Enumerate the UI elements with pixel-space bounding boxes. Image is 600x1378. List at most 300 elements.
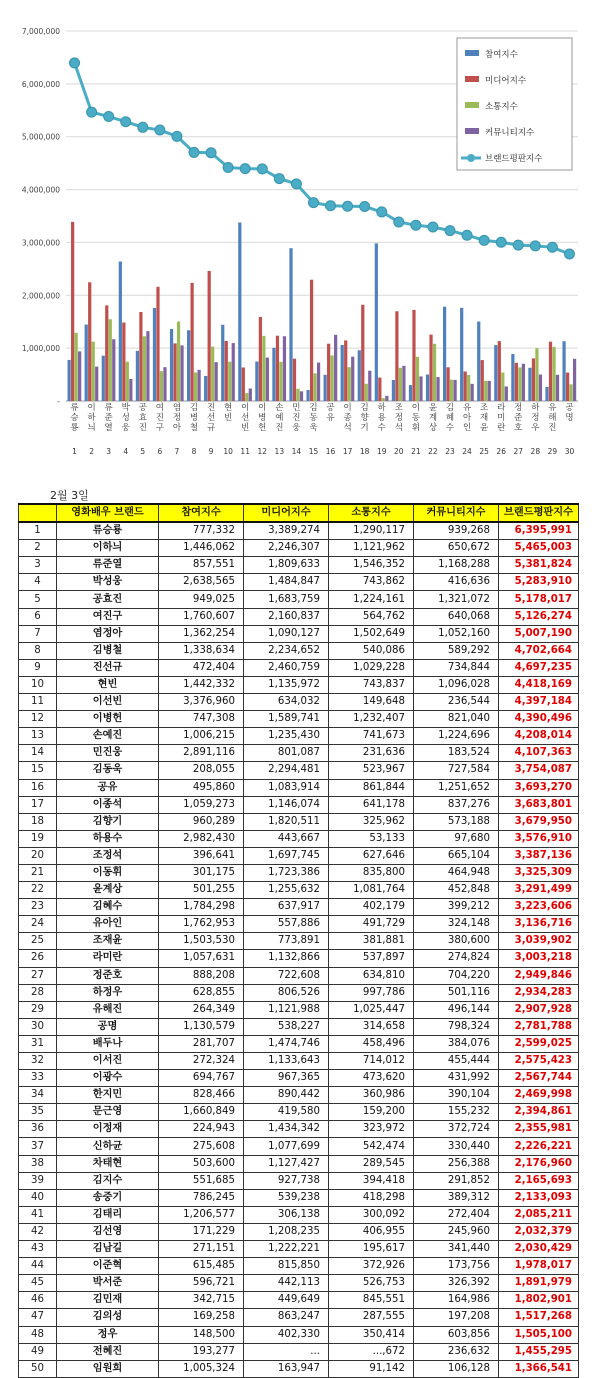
table-row xyxy=(19,1138,579,1155)
table-row xyxy=(19,899,579,916)
rank-cell: 3 xyxy=(19,557,57,574)
communication-cell: 289,545 xyxy=(329,1155,414,1172)
rank-cell: 17 xyxy=(19,796,57,813)
x-category-number: 16 xyxy=(325,447,336,456)
participation-cell: 275,608 xyxy=(159,1138,244,1155)
participation-cell: 551,685 xyxy=(159,1172,244,1189)
participation-cell: 949,025 xyxy=(159,591,244,608)
bar xyxy=(324,375,327,401)
brand-reputation-cell: 3,291,499 xyxy=(499,882,579,899)
rank-cell: 37 xyxy=(19,1138,57,1155)
rank-cell: 39 xyxy=(19,1172,57,1189)
table-row xyxy=(19,762,579,779)
rank-cell: 34 xyxy=(19,1087,57,1104)
bar xyxy=(344,340,347,401)
brand-reputation-cell: 4,107,363 xyxy=(499,745,579,762)
brand-reputation-cell: 3,325,309 xyxy=(499,864,579,881)
bar xyxy=(549,342,552,401)
x-category-number: 30 xyxy=(564,447,575,456)
media-cell: 890,442 xyxy=(244,1087,329,1104)
bar xyxy=(228,362,231,401)
participation-cell: 396,641 xyxy=(159,847,244,864)
community-cell: 727,584 xyxy=(414,762,499,779)
x-category-number: 11 xyxy=(240,447,250,456)
brand-name-cell: 김민재 xyxy=(57,1292,159,1309)
x-category-label: 공 효 진 xyxy=(138,403,147,433)
bar xyxy=(443,307,446,401)
rank-cell: 50 xyxy=(19,1360,57,1377)
community-cell: 399,212 xyxy=(414,899,499,916)
participation-cell: 3,376,960 xyxy=(159,694,244,711)
communication-cell: 491,729 xyxy=(329,916,414,933)
bar xyxy=(68,360,71,401)
bar xyxy=(293,359,296,401)
rank-cell: 9 xyxy=(19,659,57,676)
data-point xyxy=(291,179,301,189)
bar xyxy=(215,362,218,401)
data-point xyxy=(223,162,233,172)
community-cell: 1,168,288 xyxy=(414,557,499,574)
participation-cell: 224,943 xyxy=(159,1121,244,1138)
x-category-label: 김 동 욱 xyxy=(309,403,318,433)
bar xyxy=(102,356,105,401)
community-cell: 821,040 xyxy=(414,711,499,728)
bar xyxy=(238,223,241,401)
table-row xyxy=(19,1001,579,1018)
header-brand-reputation: 브랜드평판지수 xyxy=(499,504,579,522)
participation-cell: 828,466 xyxy=(159,1087,244,1104)
bar xyxy=(532,358,535,401)
bar xyxy=(146,331,149,401)
rank-cell: 11 xyxy=(19,694,57,711)
brand-reputation-cell: 2,176,960 xyxy=(499,1155,579,1172)
legend-swatch xyxy=(465,50,479,56)
community-cell: 106,128 xyxy=(414,1360,499,1377)
data-point xyxy=(445,226,455,236)
rank-cell: 33 xyxy=(19,1070,57,1087)
data-point xyxy=(479,235,489,245)
brand-reputation-cell: 2,934,283 xyxy=(499,984,579,1001)
x-category-number: 17 xyxy=(342,447,353,456)
bar xyxy=(494,345,497,401)
table-row xyxy=(19,745,579,762)
bar xyxy=(163,367,166,401)
brand-name-cell: 문근영 xyxy=(57,1104,159,1121)
bar xyxy=(78,351,81,401)
x-category-label: 하 정 우 xyxy=(531,403,540,433)
communication-cell: 350,414 xyxy=(329,1326,414,1343)
x-category-label: 공 명 xyxy=(565,403,574,423)
bar xyxy=(317,363,320,401)
bar xyxy=(153,308,156,401)
brand-name-cell: 한지민 xyxy=(57,1087,159,1104)
data-point xyxy=(70,58,80,68)
communication-cell: 835,800 xyxy=(329,864,414,881)
y-tick-label: - xyxy=(57,397,60,406)
community-cell: 341,440 xyxy=(414,1241,499,1258)
brand-name-cell: 손예진 xyxy=(57,728,159,745)
bar xyxy=(191,283,194,401)
x-category-label: 손 예 진 xyxy=(275,403,284,433)
brand-reputation-cell: 1,455,295 xyxy=(499,1343,579,1360)
table-row xyxy=(19,864,579,881)
community-cell: 431,992 xyxy=(414,1070,499,1087)
rank-cell: 2 xyxy=(19,540,57,557)
media-cell: 815,850 xyxy=(244,1258,329,1275)
bar xyxy=(399,368,402,401)
table-row xyxy=(19,694,579,711)
table-row xyxy=(19,522,579,540)
communication-cell: 159,200 xyxy=(329,1104,414,1121)
date-label: 2월 3일 xyxy=(50,489,89,502)
legend-swatch xyxy=(465,128,479,134)
brand-ranking-table xyxy=(18,503,579,1378)
bar xyxy=(365,384,368,401)
bar xyxy=(95,367,98,401)
participation-cell: 501,255 xyxy=(159,882,244,899)
bar xyxy=(515,363,518,401)
brand-name-cell: 전혜진 xyxy=(57,1343,159,1360)
media-cell: 1,146,074 xyxy=(244,796,329,813)
participation-cell: 2,638,565 xyxy=(159,574,244,591)
brand-reputation-cell: 1,978,017 xyxy=(499,1258,579,1275)
bar xyxy=(156,287,159,401)
table-row xyxy=(19,1035,579,1052)
communication-cell: ...,672 xyxy=(329,1343,414,1360)
brand-ranking-table-container xyxy=(18,503,578,1378)
bar xyxy=(92,342,95,401)
bar xyxy=(197,370,200,401)
media-cell: 1,484,847 xyxy=(244,574,329,591)
communication-cell: 287,555 xyxy=(329,1309,414,1326)
brand-reputation-cell: 3,576,910 xyxy=(499,830,579,847)
communication-cell: 195,617 xyxy=(329,1241,414,1258)
data-point xyxy=(274,174,284,184)
x-category-label: 박 성 웅 xyxy=(121,403,130,433)
media-cell: 3,389,274 xyxy=(244,522,329,540)
media-cell: 1,474,746 xyxy=(244,1035,329,1052)
bar xyxy=(204,376,207,401)
x-category-number: 18 xyxy=(359,447,370,456)
table-row xyxy=(19,711,579,728)
brand-name-cell: 박성웅 xyxy=(57,574,159,591)
bar xyxy=(368,371,371,401)
x-category-label: 민 진 웅 xyxy=(292,403,301,433)
bar xyxy=(471,384,474,401)
bar xyxy=(279,362,282,401)
bar xyxy=(109,319,112,401)
communication-cell: 641,178 xyxy=(329,796,414,813)
table-row xyxy=(19,1309,579,1326)
participation-cell: 1,760,607 xyxy=(159,608,244,625)
communication-cell: 1,290,117 xyxy=(329,522,414,540)
brand-reputation-cell: 2,030,429 xyxy=(499,1241,579,1258)
bar xyxy=(310,280,313,401)
rank-cell: 7 xyxy=(19,625,57,642)
media-cell: 1,235,430 xyxy=(244,728,329,745)
x-category-number: 8 xyxy=(191,447,197,456)
x-category-number: 24 xyxy=(462,447,472,456)
communication-cell: 1,081,764 xyxy=(329,882,414,899)
bar xyxy=(484,381,487,401)
bar xyxy=(535,348,538,401)
participation-cell: 596,721 xyxy=(159,1275,244,1292)
community-cell: 1,251,652 xyxy=(414,779,499,796)
community-cell: 1,052,160 xyxy=(414,625,499,642)
rank-cell: 22 xyxy=(19,882,57,899)
data-point xyxy=(308,198,318,208)
bar xyxy=(122,323,125,401)
bar xyxy=(296,389,299,401)
bar xyxy=(88,282,91,401)
community-cell: 372,724 xyxy=(414,1121,499,1138)
community-cell: 603,856 xyxy=(414,1326,499,1343)
x-category-label: 진 선 규 xyxy=(206,403,216,433)
community-cell: 256,388 xyxy=(414,1155,499,1172)
bar xyxy=(460,308,463,401)
community-cell: 291,852 xyxy=(414,1172,499,1189)
x-category-label: 유 해 진 xyxy=(548,403,557,433)
brand-name-cell: 신하균 xyxy=(57,1138,159,1155)
data-point xyxy=(172,131,182,141)
brand-name-cell: 민진웅 xyxy=(57,745,159,762)
table-row xyxy=(19,1155,579,1172)
participation-cell: 888,208 xyxy=(159,967,244,984)
bar xyxy=(395,311,398,401)
brand-reputation-cell: 4,702,664 xyxy=(499,642,579,659)
rank-cell: 13 xyxy=(19,728,57,745)
table-row xyxy=(19,540,579,557)
x-category-label: 이 동 휘 xyxy=(411,403,420,433)
brand-reputation-cell: 2,599,025 xyxy=(499,1035,579,1052)
bar xyxy=(412,310,415,401)
participation-cell: 1,442,332 xyxy=(159,676,244,693)
data-point xyxy=(343,201,353,211)
table-header-row xyxy=(19,504,579,522)
bar xyxy=(392,380,395,401)
brand-reputation-cell: 4,397,184 xyxy=(499,694,579,711)
brand-name-cell: 조정석 xyxy=(57,847,159,864)
data-point xyxy=(155,125,165,135)
brand-reputation-cell: 2,781,788 xyxy=(499,1018,579,1035)
community-cell: 384,076 xyxy=(414,1035,499,1052)
participation-cell: 495,860 xyxy=(159,779,244,796)
participation-cell: 272,324 xyxy=(159,1053,244,1070)
community-cell: 798,324 xyxy=(414,1018,499,1035)
brand-reputation-cell: 1,802,901 xyxy=(499,1292,579,1309)
rank-cell: 30 xyxy=(19,1018,57,1035)
data-point xyxy=(411,220,421,230)
rank-cell: 12 xyxy=(19,711,57,728)
bar xyxy=(402,366,405,401)
community-cell: 155,232 xyxy=(414,1104,499,1121)
bar xyxy=(71,222,74,401)
table-row xyxy=(19,950,579,967)
bar xyxy=(419,376,422,401)
brand-reputation-cell: 1,517,268 xyxy=(499,1309,579,1326)
bar xyxy=(208,271,211,401)
table-row xyxy=(19,1206,579,1223)
header-participation: 참여지수 xyxy=(159,504,244,522)
brand-name-cell: 하용수 xyxy=(57,830,159,847)
rank-cell: 14 xyxy=(19,745,57,762)
brand-reputation-cell: 4,208,014 xyxy=(499,728,579,745)
x-category-number: 21 xyxy=(411,447,421,456)
bar xyxy=(573,359,576,401)
x-category-number: 1 xyxy=(72,447,77,456)
rank-cell: 10 xyxy=(19,676,57,693)
brand-reputation-cell: 3,754,087 xyxy=(499,762,579,779)
community-cell: 573,188 xyxy=(414,813,499,830)
brand-reputation-chart xyxy=(0,0,600,470)
media-cell: 1,133,643 xyxy=(244,1053,329,1070)
x-category-number: 23 xyxy=(445,447,455,456)
bar xyxy=(75,333,78,401)
participation-cell: 1,784,298 xyxy=(159,899,244,916)
communication-cell: 741,673 xyxy=(329,728,414,745)
bar xyxy=(177,322,180,401)
brand-reputation-cell: 3,679,950 xyxy=(499,813,579,830)
brand-reputation-cell: 3,136,716 xyxy=(499,916,579,933)
bar xyxy=(409,385,412,401)
bar xyxy=(416,357,419,401)
brand-reputation-cell: 3,693,270 xyxy=(499,779,579,796)
participation-cell: 1,057,631 xyxy=(159,950,244,967)
participation-cell: 271,151 xyxy=(159,1241,244,1258)
brand-name-cell: 유아인 xyxy=(57,916,159,933)
community-cell: 496,144 xyxy=(414,1001,499,1018)
communication-cell: 360,986 xyxy=(329,1087,414,1104)
data-point xyxy=(513,240,523,250)
rank-cell: 5 xyxy=(19,591,57,608)
media-cell: 402,330 xyxy=(244,1326,329,1343)
participation-cell: 1,130,579 xyxy=(159,1018,244,1035)
brand-reputation-cell: 3,039,902 xyxy=(499,933,579,950)
media-cell: 1,723,386 xyxy=(244,864,329,881)
bar xyxy=(139,312,142,401)
participation-cell: 777,332 xyxy=(159,522,244,540)
table-row xyxy=(19,1275,579,1292)
table-row xyxy=(19,625,579,642)
rank-cell: 23 xyxy=(19,899,57,916)
bar xyxy=(255,361,258,401)
brand-reputation-cell: 5,465,003 xyxy=(499,540,579,557)
rank-cell: 27 xyxy=(19,967,57,984)
table-row xyxy=(19,591,579,608)
table-row xyxy=(19,659,579,676)
media-cell: 2,246,307 xyxy=(244,540,329,557)
bar xyxy=(105,305,108,401)
rank-cell: 15 xyxy=(19,762,57,779)
brand-reputation-cell: 4,418,169 xyxy=(499,676,579,693)
community-cell: 640,068 xyxy=(414,608,499,625)
bar xyxy=(505,386,508,401)
bar xyxy=(245,393,248,401)
communication-cell: 1,224,161 xyxy=(329,591,414,608)
bar xyxy=(85,325,88,401)
bar xyxy=(160,371,163,401)
bar xyxy=(119,262,122,401)
brand-reputation-cell: 2,226,221 xyxy=(499,1138,579,1155)
bar xyxy=(539,375,542,401)
communication-cell: 537,897 xyxy=(329,950,414,967)
media-cell: 1,589,741 xyxy=(244,711,329,728)
brand-reputation-cell: 2,907,928 xyxy=(499,1001,579,1018)
bar xyxy=(545,387,548,401)
community-cell: 330,440 xyxy=(414,1138,499,1155)
rank-cell: 8 xyxy=(19,642,57,659)
media-cell: 538,227 xyxy=(244,1018,329,1035)
brand-name-cell: 김동욱 xyxy=(57,762,159,779)
bar xyxy=(447,367,450,401)
bar xyxy=(341,345,344,401)
media-cell: 1,683,759 xyxy=(244,591,329,608)
x-category-number: 14 xyxy=(291,447,302,456)
brand-reputation-cell: 3,003,218 xyxy=(499,950,579,967)
bar xyxy=(488,381,491,401)
table-row xyxy=(19,608,579,625)
community-cell: 183,524 xyxy=(414,745,499,762)
media-cell: 557,886 xyxy=(244,916,329,933)
brand-reputation-cell: 3,223,606 xyxy=(499,899,579,916)
media-cell: 1,132,866 xyxy=(244,950,329,967)
brand-reputation-cell: 5,283,910 xyxy=(499,574,579,591)
participation-cell: 628,855 xyxy=(159,984,244,1001)
data-point xyxy=(240,164,250,174)
table-row xyxy=(19,728,579,745)
bar xyxy=(129,379,132,401)
brand-name-cell: 류승룡 xyxy=(57,522,159,540)
rank-cell: 31 xyxy=(19,1035,57,1052)
legend-label: 브랜드평판지수 xyxy=(485,154,543,164)
bar xyxy=(453,380,456,401)
media-cell: 2,160,837 xyxy=(244,608,329,625)
communication-cell: 1,232,407 xyxy=(329,711,414,728)
x-category-label: 조 재 윤 xyxy=(480,403,489,433)
brand-reputation-cell: 1,891,979 xyxy=(499,1275,579,1292)
bar xyxy=(327,344,330,401)
bar xyxy=(221,325,224,401)
data-point xyxy=(326,201,336,211)
brand-reputation-cell: 3,683,801 xyxy=(499,796,579,813)
table-row xyxy=(19,813,579,830)
brand-reputation-cell: 5,126,274 xyxy=(499,608,579,625)
bar xyxy=(348,367,351,401)
communication-cell: 149,648 xyxy=(329,694,414,711)
brand-name-cell: 정우 xyxy=(57,1326,159,1343)
media-cell: 449,649 xyxy=(244,1292,329,1309)
x-category-number: 7 xyxy=(174,447,180,456)
brand-name-cell: 공유 xyxy=(57,779,159,796)
bar xyxy=(436,377,439,401)
participation-cell: 503,600 xyxy=(159,1155,244,1172)
x-category-number: 26 xyxy=(496,447,506,456)
bar xyxy=(289,248,292,401)
header-brand: 영화배우 브랜드 xyxy=(57,504,159,522)
media-cell: 2,460,759 xyxy=(244,659,329,676)
legend-swatch xyxy=(465,76,479,82)
bar xyxy=(375,243,378,401)
y-tick-label: 3,000,000 xyxy=(21,238,60,248)
communication-cell: 845,551 xyxy=(329,1292,414,1309)
community-cell: 455,444 xyxy=(414,1053,499,1070)
participation-cell: 615,485 xyxy=(159,1258,244,1275)
brand-name-cell: 여진구 xyxy=(57,608,159,625)
bar xyxy=(522,364,525,401)
x-category-label: 김 혜 수 xyxy=(445,403,455,433)
communication-cell: 540,086 xyxy=(329,642,414,659)
community-cell: 734,844 xyxy=(414,659,499,676)
